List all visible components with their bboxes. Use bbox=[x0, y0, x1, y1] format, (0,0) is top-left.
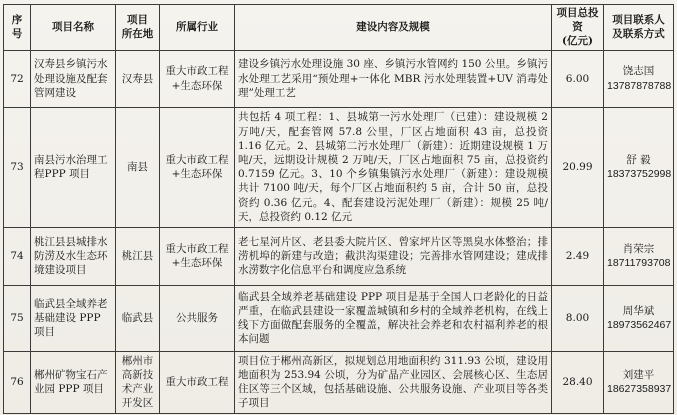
row-contact bbox=[604, 50, 674, 107]
row-industry: 公共服务 bbox=[160, 285, 235, 351]
contact-person: 饶志国 bbox=[622, 65, 655, 78]
header-row bbox=[4, 5, 674, 51]
row-industry: 重大市政工程+生态环保 bbox=[160, 107, 235, 227]
header-contact bbox=[604, 5, 674, 51]
header-content: 建设内容及规模 bbox=[235, 5, 552, 51]
row-contact bbox=[604, 107, 674, 227]
table-row bbox=[4, 351, 674, 413]
row-investment: 20.99 bbox=[552, 107, 604, 227]
row-project-name: 临武县全域养老基础建设 PPP 项目 bbox=[31, 285, 116, 351]
contact-person: 周华斌 bbox=[622, 304, 655, 317]
row-content: 项目位于郴州高新区，拟规划总用地面积约 311.93 公顷，建设用地面积为 253.94 公顷，分为矿晶产业园区、会展核心区、生态居住区等三个区域，包括基础设施、公共服务设施、产业项目等各类子项目 bbox=[235, 351, 552, 413]
contact-person: 舒 毅 bbox=[626, 153, 651, 166]
header-seq: 序号 bbox=[4, 5, 31, 51]
table-row bbox=[4, 50, 674, 107]
row-industry: 重大市政工程 bbox=[160, 351, 235, 413]
contact-person: 肖荣宗 bbox=[622, 242, 655, 255]
contact-phone: 18627358937 bbox=[607, 383, 672, 396]
header-location-line1: 项目 bbox=[127, 14, 148, 27]
row-project-name: 郴州矿物宝石产业园 PPP 项目 bbox=[31, 351, 116, 413]
row-location: 桃江县 bbox=[116, 227, 160, 285]
row-investment: 28.40 bbox=[552, 351, 604, 413]
header-contact-line2: 及联系方式 bbox=[612, 28, 665, 41]
header-name: 项目名称 bbox=[31, 5, 116, 51]
header-investment-line1: 项目总投资 bbox=[556, 7, 599, 34]
row-location: 郴州市高新技术产业开发区 bbox=[116, 351, 160, 413]
row-investment: 8.00 bbox=[552, 285, 604, 351]
row-location: 南县 bbox=[116, 107, 160, 227]
contact-phone: 18973562467 bbox=[607, 319, 672, 332]
table-body bbox=[4, 50, 674, 413]
row-content: 共包括 4 项工程：1、县城第一污水处理厂（已建）：建设规模 2 万吨/天，配套管网 57.8 公里，厂区占地面积 43 亩，总投资 1.16 亿元。2、县城第二污水处理厂（新建）：近期建设规模 1 万吨/天，远期设计规模 2 万吨/天，厂区占地面积 75 亩，总投资约 0.7159 亿元。3、10 个乡镇集镇污水处理厂（新建）：建设规模共计 7100 吨/天，每个厂区占地面积约 5 亩，合计 50 亩，总投资约 0.36 亿元。4、配套建设污泥处理厂（新建）：规模 25 吨/天，总投资约 0.12 亿元 bbox=[235, 107, 552, 227]
row-contact bbox=[604, 285, 674, 351]
header-contact-line1: 项目联系人 bbox=[612, 14, 665, 27]
table-row bbox=[4, 285, 674, 351]
row-content: 临武县全域养老基础建设 PPP 项目是基于全国人口老龄化的日益严重，在临武县建设一家覆盖城镇和乡村的全域养老机构，在线上线下方面做配套服务的全覆盖，解决社会养老和农村福利养老的根本问题 bbox=[235, 285, 552, 351]
row-location: 汉寿县 bbox=[116, 50, 160, 107]
row-seq: 74 bbox=[4, 227, 31, 285]
row-seq: 73 bbox=[4, 107, 31, 227]
contact-person: 刘建平 bbox=[622, 368, 655, 381]
row-industry: 重大市政工程+生态环保 bbox=[160, 227, 235, 285]
row-contact bbox=[604, 227, 674, 285]
row-contact bbox=[604, 351, 674, 413]
table-row bbox=[4, 107, 674, 227]
contact-phone: 13787878788 bbox=[607, 79, 672, 92]
row-project-name: 南县污水治理工程PPP 项目 bbox=[31, 107, 116, 227]
header-investment-line2: (亿元) bbox=[562, 35, 593, 48]
row-project-name: 汉寿县乡镇污水处理设施及配套管网建设 bbox=[31, 50, 116, 107]
row-location: 临武县 bbox=[116, 285, 160, 351]
row-investment: 2.49 bbox=[552, 227, 604, 285]
header-industry: 所属行业 bbox=[160, 5, 235, 51]
table-header bbox=[4, 5, 674, 51]
row-content: 老七星河片区、老县委大院片区、曾家坪片区等黑臭水体整治；排涝机埠的新建与改造；截洪沟渠建设；完善排水管网建设；建成排水涝数字化信息平台和调度应急系统 bbox=[235, 227, 552, 285]
row-seq: 75 bbox=[4, 285, 31, 351]
row-seq: 76 bbox=[4, 351, 31, 413]
table-row bbox=[4, 227, 674, 285]
row-industry: 重大市政工程+生态环保 bbox=[160, 50, 235, 107]
header-investment bbox=[552, 5, 604, 51]
contact-phone: 18373752998 bbox=[607, 168, 672, 181]
header-location bbox=[116, 5, 160, 51]
row-investment: 6.00 bbox=[552, 50, 604, 107]
row-content: 建设乡镇污水处理设施 30 座、乡镇污水管网约 150 公里。乡镇污水处理工艺采用“预处理+一体化 MBR 污水处理装置+UV 消毒处理”处理工艺 bbox=[235, 50, 552, 107]
project-table bbox=[3, 4, 674, 414]
row-project-name: 桃江县县城排水防涝及水生态环境建设项目 bbox=[31, 227, 116, 285]
row-seq: 72 bbox=[4, 50, 31, 107]
contact-phone: 18711793708 bbox=[607, 257, 671, 270]
header-location-line2: 所在地 bbox=[121, 28, 154, 41]
